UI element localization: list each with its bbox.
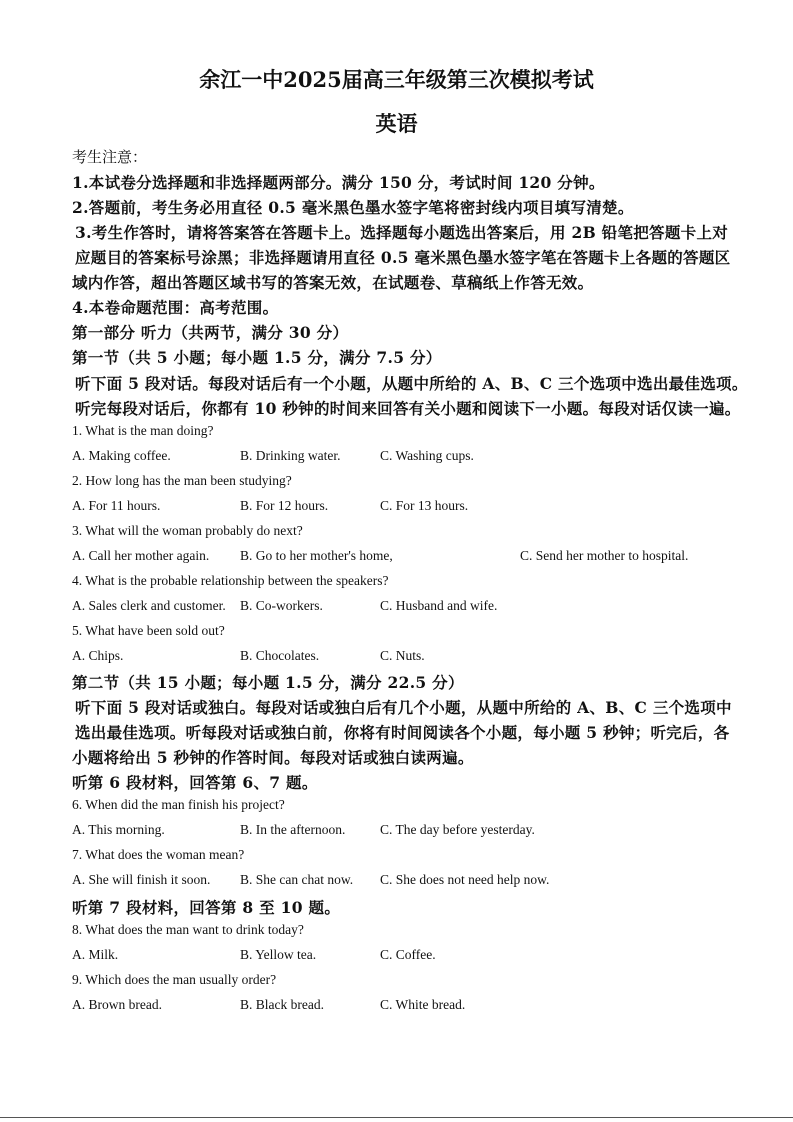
notice-item: 应题目的答案标号涂黑；非选择题请用直径 0.5 毫米黑色墨水签字笔在答题卡上各题的答题区 xyxy=(75,248,731,267)
option-b: B. For 12 hours. xyxy=(240,498,329,513)
section1-heading: 第一节（共 5 小题；每小题 1.5 分，满分 7.5 分） xyxy=(72,348,442,367)
section2-instruction: 小题将给出 5 秒钟的作答时间。每段对话或独白读两遍。 xyxy=(72,748,474,767)
part1-heading: 第一部分 听力（共两节，满分 30 分） xyxy=(72,323,349,342)
question-text: 2. How long has the man been studying? xyxy=(72,473,292,488)
material-heading: 听第 6 段材料，回答第 6、7 题。 xyxy=(72,773,318,792)
material-heading: 听第 7 段材料，回答第 8 至 10 题。 xyxy=(72,898,341,917)
option-a: A. Chips. xyxy=(72,648,124,663)
notice-item: 域内作答，超出答题区域书写的答案无效，在试题卷、草稿纸上作答无效。 xyxy=(72,273,594,292)
notice-item: 1.本试卷分选择题和非选择题两部分。满分 150 分，考试时间 120 分钟。 xyxy=(72,173,605,192)
option-c: C. Coffee. xyxy=(380,947,436,962)
option-b: B. Black bread. xyxy=(240,997,324,1012)
option-c: C. She does not need help now. xyxy=(380,872,550,887)
option-c: C. Send her mother to hospital. xyxy=(520,548,689,563)
option-b: B. Co-workers. xyxy=(240,598,323,613)
question-text: 5. What have been sold out? xyxy=(72,623,225,638)
section2-instruction: 听下面 5 段对话或独白。每段对话或独白后有几个小题，从题中所给的 A、B、C 三个选项中 xyxy=(75,698,732,717)
exam-title: 余江一中2025届高三年级第三次模拟考试 xyxy=(199,67,594,92)
page-bottom-rule xyxy=(0,1117,793,1118)
option-a: A. This morning. xyxy=(72,822,165,837)
notice-item: 2.答题前，考生务必用直径 0.5 毫米黑色墨水签字笔将密封线内项目填写清楚。 xyxy=(72,198,634,217)
option-b: B. Go to her mother's home, xyxy=(240,548,393,563)
section1-instruction: 听完每段对话后，你都有 10 秒钟的时间来回答有关小题和阅读下一小题。每段对话仅读一遍。 xyxy=(75,399,741,418)
option-c: C. Washing cups. xyxy=(380,448,474,463)
section2-instruction: 选出最佳选项。听每段对话或独白前，你将有时间阅读各个小题，每小题 5 秒钟；听完后，各 xyxy=(75,723,730,742)
section1-instruction: 听下面 5 段对话。每段对话后有一个小题，从题中所给的 A、B、C 三个选项中选出最佳选项。 xyxy=(75,374,748,393)
option-b: B. Chocolates. xyxy=(240,648,320,663)
option-a: A. She will finish it soon. xyxy=(72,872,211,887)
question-text: 6. When did the man finish his project? xyxy=(72,797,285,812)
option-b: B. She can chat now. xyxy=(240,872,354,887)
option-a: A. Call her mother again. xyxy=(72,548,210,563)
notice-heading: 考生注意： xyxy=(72,148,148,166)
question-text: 4. What is the probable relationship between the speakers? xyxy=(72,573,389,588)
option-a: A. Brown bread. xyxy=(72,997,162,1012)
option-c: C. Husband and wife. xyxy=(380,598,498,613)
section2-heading: 第二节（共 15 小题；每小题 1.5 分，满分 22.5 分） xyxy=(72,673,464,692)
option-c: C. The day before yesterday. xyxy=(380,822,535,837)
option-a: A. Milk. xyxy=(72,947,119,962)
notice-item: 3.考生作答时，请将答案答在答题卡上。选择题每小题选出答案后，用 2B 铅笔把答题卡上对 xyxy=(75,223,729,242)
option-b: B. In the afternoon. xyxy=(240,822,346,837)
question-text: 8. What does the man want to drink today? xyxy=(72,922,304,937)
question-text: 3. What will the woman probably do next? xyxy=(72,523,303,538)
notice-item: 4.本卷命题范围：高考范围。 xyxy=(72,298,279,317)
option-a: A. Sales clerk and customer. xyxy=(72,598,226,613)
question-text: 1. What is the man doing? xyxy=(72,423,214,438)
option-c: C. White bread. xyxy=(380,997,466,1012)
option-c: C. For 13 hours. xyxy=(380,498,469,513)
question-text: 7. What does the woman mean? xyxy=(72,847,245,862)
option-a: A. Making coffee. xyxy=(72,448,171,463)
option-b: B. Yellow tea. xyxy=(240,947,317,962)
option-b: B. Drinking water. xyxy=(240,448,341,463)
option-c: C. Nuts. xyxy=(380,648,425,663)
question-text: 9. Which does the man usually order? xyxy=(72,972,277,987)
subject-title: 英语 xyxy=(375,111,418,136)
option-a: A. For 11 hours. xyxy=(72,498,161,513)
